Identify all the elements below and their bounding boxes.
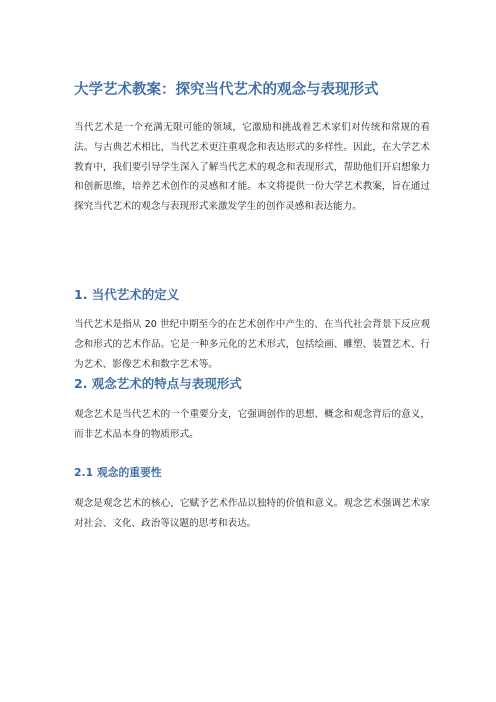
section-1-paragraph: 当代艺术是指从 20 世纪中期至今的在艺术创作中产生的、在当代社会背景下反应观念和形式的艺术作品。它是一种多元化的艺术形式，包括绘画、雕塑、装置艺术、行为艺术、影像艺术和数字艺术等。 xyxy=(74,319,430,370)
section-1-heading: 1. 当代艺术的定义 xyxy=(74,287,180,302)
section-2-paragraph: 观念艺术是当代艺术的一个重要分支，它强调创作的思想、概念和观念背后的意义，而非艺术品本身的物质形式。 xyxy=(74,409,430,440)
document-title: 大学艺术教案：探究当代艺术的观念与表现形式 xyxy=(74,82,379,98)
section-2-1-heading: 2.1 观念的重要性 xyxy=(74,466,162,479)
section-2-1-paragraph: 观念是观念艺术的核心，它赋予艺术作品以独特的价值和意义。观念艺术强调艺术家对社会、文化、政治等议题的思考和表达。 xyxy=(74,498,430,529)
intro-paragraph: 当代艺术是一个充满无限可能的领域，它激励和挑战着艺术家们对传统和常规的看法。与古典艺术相比，当代艺术更注重观念和表达形式的多样性。因此，在大学艺术教育中，我们要引导学生深入了解当代艺术的观念和表现形式，帮助他们开启想象力和创新思维，培养艺术创作的灵感和才能。本文将提供一份大学艺术教案，旨在通过探究当代艺术的观念与表现形式来激发学生的创作灵感和表达能力。 xyxy=(74,122,430,213)
section-2-heading: 2. 观念艺术的特点与表现形式 xyxy=(74,376,242,391)
